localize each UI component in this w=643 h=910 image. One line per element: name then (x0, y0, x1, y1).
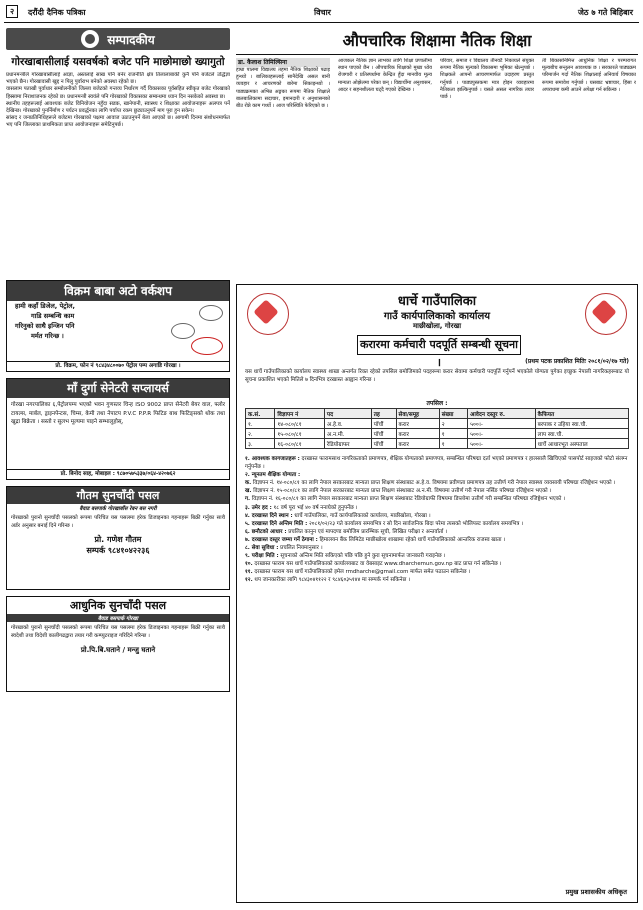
notice-signature: प्रमुख प्रशासकीय अधिकृत (565, 888, 627, 896)
article-text: हाम्रा पालमा विद्यालय तहमा नैतिक शिक्षाको पढाइ हुन्थ्यो । बालिकाहरूलाई सानैदेखि असल बानी व्यवहार र आचरणको बारेमा सिकाइन्थ्यो । पाठ्यक्रमका अभिन्न अङ्गका रूपमा नैतिक शिक्षाले बालबालिकामा सदाचार, इमानदारी र अनुशासनको बीउ रोप्ने काम गर्थ्यो । आज परिस्थिति फेरिएको छ । (236, 67, 330, 110)
editorial-title: गोरखाबासीलाई यसवर्षको बजेट पनि माछोमाछो ख्यागुतो (11, 56, 225, 68)
table-cell: ५००।- (468, 439, 536, 449)
section-name: विचार (314, 8, 331, 17)
notice-item: २. न्यूनतम शैक्षिक योग्यता : (245, 472, 301, 479)
notice-item: १. आवश्यक कागजातहरू : दरखास्त फारामसाथ नागरिकताको प्रमाणपत्र, शैक्षिक योग्यताको प्रमाणपत्र, सम्बन्धित परिषद्मा दर्ता भएको प्रमाणपत्र र हालसालै खिचिएको पासपोर्ट साइजको फोटो संलग्न गर्नुपर्नेछ । (245, 456, 628, 471)
page-header (4, 4, 639, 23)
ad-footer: प्रो. बिनोद साह, मोबाइल : ९८७०५७५३३७/०६४-४२०७६२ (7, 469, 229, 479)
column-header: क.सं. (246, 409, 275, 419)
article-column (440, 58, 534, 276)
vacancy-table (245, 408, 629, 449)
table-cell: करार (396, 419, 439, 429)
notice-item: ४. दरखास्त दिने स्थान : धार्चे गाउँपालिका, गाउँ कार्यपालिकाको कार्यालय, माछीखोला, गोरखा । (245, 512, 431, 519)
table-cell: रेडियोग्राफर (324, 439, 371, 449)
table-cell: अ.न.मी. (324, 429, 371, 439)
ad-body: गोरखाको पुरानो सुनचाँदी पसलको रूपमा परिचित यस पसलमा हरेक डिजाइनका गहनाहरू बिक्री गर्नुका साथै स्वदेशी तथा विदेशी कालीगढद्वारा तयार गरी कम्प्युटराइज गरिदिने गरिन्छ । (11, 625, 225, 639)
editorial-body (6, 72, 230, 274)
ad-footer: प्रो. विक्रम, फोन नं ९८४३४८००७० पेट्रोल पम्प अगाडि गोरखा । (7, 361, 229, 371)
article (236, 28, 638, 276)
ad-subtitle: बैवाड बसपार्क गोरखाबाँस रेबन बस नगरी (79, 506, 157, 512)
left-column (6, 28, 230, 903)
kia-logo-icon (191, 337, 223, 355)
table-cell: १६-०८०/८१ (275, 439, 325, 449)
article-author: डा. कैलाश तिमिल्सिना (236, 58, 330, 67)
ad-title: गौतम सुनचाँदी पसल (7, 487, 229, 504)
table-cell: २. (246, 429, 275, 439)
ad-vikram-workshop (6, 280, 230, 372)
ad-body: गोरखाको पुरानो सुनचाँदी पसलको रूपमा परिचित यस पसलमा हरेक डिजाइनका गहनाहरू बिक्री गर्नुका साथै अर्डर अनुसार बनाई दिने गरिन्छ । (11, 515, 225, 529)
paper-name: दरौंदी दैनिक पत्रिका (28, 8, 86, 17)
table-cell: करार (396, 439, 439, 449)
notice-item: ख. विज्ञापन नं. १५-०८०/८१ का लागि नेपाल सरकारबाट मान्यता प्राप्त शिक्षण संस्थाबाट अ.न.मी. विषयमा उत्तीर्ण गरी नेपाल नर्सिङ परिषद्मा रजिष्ट्रेशन भएको । (245, 488, 552, 495)
ad-subtitle: बैवाड बसपार्क गोरखा (7, 614, 229, 622)
ad-body: गोरखा नगरपालिका ६,पेट्रोलपम्प भएको भवन गुणस्तर चिन्ह ISO 9002 प्राप्त सेनेटरी बेयर वाल, फ्लोर टायल्स, मार्बल, ड्राइनपेन्टस, चिम्स, केमी तथा नेपाटप P.V.C P.P.R फिटिङ बाथ फिटिङ्सको थोक तथा खुद्रा बिक्रेता । सस्तो र सुलभ मूल्यमा पाइने सम्भालुहोस्, (11, 402, 225, 425)
table-cell: पाँचौं (371, 419, 396, 429)
table-row (246, 419, 629, 429)
ad-title: माँ दुर्गा सेनेटरी सप्लायर्स (7, 379, 229, 398)
editorial-paragraph: यासलाम पताखी पूर्वाधार सम्बोलनीको जिल्ला बजेटको गन्तव्य निर्धारण गर्दै विकासका पूर्वसहित स्वीकृत बजेट गोरखाको हिस्सामा निराशाजनक रहेको छ। प्रधानमन्त्री स्वयंले पनि गोरखाको विकासका सम्बन्धमा ध्यान दिन नसकेको अवस्था छ। (6, 86, 230, 100)
notice-item: ग. विज्ञापन नं. १६-०८०/८१ का लागि नेपाल सरकारबाट मान्यता प्राप्त शिक्षण संस्थाबाट रेडियोग्राफी विषयमा डिप्लोमा उत्तीर्ण गरी सम्बन्धित परिषद्मा रजिष्ट्रेशन भएको । (245, 496, 566, 503)
tata-logo-icon (171, 323, 195, 339)
ad-adhunik-jewellers (6, 596, 230, 692)
editorial-paragraph: प्रधानमन्त्रीले गोरखाबासीलाई आज्ञा, अस्तलाई साख पनि बनेर राजनीति क्षेत्र तिलालाबाकी कुनै पनि बजेटले उद्धिज्ञा भएको छैन। गोरखावासी खुद्द न पिलु पुर्वाराभ बनेको अवस्था रहेको छ। (6, 72, 230, 86)
ad-gautam-jewellers (6, 486, 230, 590)
ad-owner: प्रो. गणेश गौतम (94, 535, 142, 544)
table-header-row (246, 409, 629, 419)
ad-title: आधुनिक सुनचाँदी पसल (7, 597, 229, 614)
column-header: सेवा/समूह (396, 409, 439, 419)
table-cell: १५-०८०/८१ (275, 429, 325, 439)
table-cell: अ.हे.व. (324, 419, 371, 429)
ad-line: गरिनुको साथै इन्जिन पनि (15, 322, 75, 330)
table-cell: धार्चे आधारभूत अस्पताल (535, 439, 628, 449)
editorial-banner-label: सम्पादकीय (107, 32, 155, 47)
ad-title: विक्रम बाबा अटो वर्कशप (7, 281, 229, 301)
public-notice (236, 284, 638, 903)
ad-phone: सम्पर्क ९८४१०४२२३६ (86, 546, 150, 555)
ad-line: मर्मत गरिन्छ । (31, 332, 64, 340)
notice-intro: यस धार्चे गाउँपालिकाको कार्यालय स्वास्थ्य शाखा अन्तर्गत रिक्त रहेको तपसिल बमोजिमको पदहरूमा करार सेवामा कर्मचारी पदपूर्ति गर्नुपर्ने भएकोले योग्यता पुगेका इच्छुक नेपाली नागरिकहरूबाट यो सूचना प्रकाशित भएको मितिले ७ दिनभित्र दरखास्त आह्वान गरिन्छ । (245, 369, 629, 383)
table-cell: २ (439, 419, 467, 429)
notice-item: ११. दरखास्त फाराम यस धार्चे गाउँपालिकाको इमेल rmdharche@gmail.com मार्फत समेत पठाउन सकिनेछ । (245, 569, 471, 576)
notice-office: गाउँ कार्यपालिकाको कार्यालय (383, 311, 491, 322)
article-text: ती बिकासनिमित्त आधुनिक शिक्षा र परम्परागत मूल्यबीच सन्तुलन आवश्यक छ । सरकारले पाठ्यक्रम परिमार्जन गर्दा नैतिक शिक्षालाई अनिवार्य विषयका रूपमा समावेश गर्नुपर्छ । यसबाट भ्रष्टाचार, हिंसा र अपराधमा कमी आउने अपेक्षा गर्न सकिन्छ । (542, 58, 636, 93)
ad-owner: प्रो.पि.बि.घताने / मन्जु घताने (80, 646, 156, 654)
table-cell: करार (396, 429, 439, 439)
notice-date: (प्रथम पटक प्रकाशित मितिः २०८१/०२/१७ गते) (525, 358, 629, 365)
notice-item: ८. सेवा सुविधा : प्रचलित नियमानुसार । (245, 545, 323, 552)
table-cell: लाप स्वा.चौ. (535, 429, 628, 439)
page-number: २ (6, 5, 18, 18)
notice-item: ५. दरखास्त दिने अन्तिम मिति : २०८१/०२/२३ गते कार्यालय समयभित्र र सो दिन सार्वजनिक बिदा परेमा त्यसको भोलिपल्ट कार्यालय समयभित्र । (245, 520, 524, 527)
notice-item: ९. परीक्षा मिति : सूचनाको अन्तिम मिति सकिएको पछि पछि हुने कुरा सूचनामार्फत जानकारी गराइनेछ । (245, 553, 446, 560)
ad-line: गाडि सम्बन्धि काम (31, 312, 75, 320)
column-header: विज्ञापन नं (275, 409, 325, 419)
article-column (236, 58, 330, 276)
column-header: संख्या (439, 409, 467, 419)
editorial-banner (6, 28, 230, 50)
table-cell: पाँचौं (371, 429, 396, 439)
notice-item: क. विज्ञापन नं. १४-०८०/८१ का लागि नेपाल सरकारबाट मान्यता प्राप्त शिक्षण संस्थाबाट अ.हे.व. विषयमा प्रवीणता प्रमाणपत्र तह उत्तीर्ण गरी नेपाल स्वास्थ्य व्यवसायी परिषद्मा रजिष्ट्रेशन भएको । (245, 480, 616, 487)
ad-durga-sanitary (6, 378, 230, 480)
article-column (542, 58, 636, 276)
article-column (338, 58, 432, 276)
hyundai-logo-icon (199, 305, 223, 321)
notice-item: १०. दरखास्त फाराम यस धार्चे गाउँपालिकाको कार्यालयबाट वा वेबसाइट www.dharchemun.gov.np बाट प्राप्त गर्न सकिनेछ । (245, 561, 502, 568)
newspaper-page (4, 4, 639, 906)
notice-title: करारमा कर्मचारी पदपूर्ति सम्बन्धी सूचना । (357, 335, 521, 355)
table-cell: १. (246, 419, 275, 429)
table-row (246, 429, 629, 439)
notice-item: ६. छनौटको आधार : प्रचलित कानुन एवं मापदण्ड बमोजिम प्रारम्भिक सूची, लिखित परीक्षा र अन्तर्वार्ता । (245, 528, 448, 535)
column-header: पद (324, 409, 371, 419)
table-cell: १ (439, 429, 467, 439)
ad-line: हामी कहाँ डिजेल, पेट्रोल, (15, 302, 76, 310)
column-header: आवेदन दस्तुर रु. (468, 409, 536, 419)
table-cell: ५००।- (468, 419, 536, 429)
table-cell: १ (439, 439, 467, 449)
table-caption: तपसिल : (426, 400, 448, 407)
issue-date: जेठ ७ गते बिहिबार (577, 8, 633, 17)
article-columns (236, 58, 638, 276)
notice-item: १२. थप जानकारीका लागि ९८४३०४११२२ र ९८४६०३५१४४ मा सम्पर्क गर्न सकिनेछ । (245, 577, 411, 584)
notice-items (245, 455, 629, 585)
notice-item: ३. उमेर हद : १८ वर्ष पूरा भई ४० वर्ष ननाघेको हुनुपर्नेछ । (245, 504, 358, 511)
table-row (246, 439, 629, 449)
table-cell: ३. (246, 439, 275, 449)
column-header: तह (371, 409, 396, 419)
table-cell: १४-०८०/८१ (275, 419, 325, 429)
notice-address: माछीखोला, गोरखा (412, 322, 462, 330)
notice-org: धार्चे गाउँपालिका (397, 294, 477, 309)
globe-icon (81, 30, 99, 48)
article-text: आजकल नैतिक ज्ञान लाभका लागि शिक्षा प्रणालीमा स्थान पाएको छैन । औपचारिक शिक्षाको मुख्य ध्येय रोजगारी र प्रतिस्पर्धामा केन्द्रित हुँदा मानवीय मूल्य मान्यता ओझेलमा परेका छन् । विद्यार्थीमा अनुशासन, आदर र सहनशीलता घट्दै गएको देखिन्छ । (338, 58, 432, 93)
notice-item: ७. दरखास्त दस्तुर जम्मा गर्ने ठेगाना : हिमालयन बैंक लिमिटेड माछीखोला शाखामा रहेको धार्चे गाउँपालिकाको आन्तरिक राजस्व खाता । (245, 536, 506, 543)
table-cell: पाँचौं (371, 439, 396, 449)
article-title: औपचारिक शिक्षामा नैतिक शिक्षा (236, 28, 638, 55)
column-header: कैफियत (535, 409, 628, 419)
table-cell: बरपाक र उहिया स्वा.चौ. (535, 419, 628, 429)
editorial-paragraph: स्थानीय तहहरूलाई आवश्यक बजेट विनियोजन नहुँदा सडक, खानेपानी, स्वास्थ्य र शिक्षाका आयोजनाहरू अलपत्र पर्ने देखिन्छ। गोरखाको पुनर्निर्माण र पर्यटन प्रवर्द्धनका लागि पर्याप्त रकम छुट्याउनुपर्ने माग पूरा हुन सकेन। (6, 100, 230, 115)
table-cell: ५००।- (468, 429, 536, 439)
editorial-paragraph: सांसद र जनप्रतिनिधिहरूले बजेटमा गोरखाको पक्षमा आवाज उठाउनुपर्ने बेला आएको छ। आगामी दिनमा संशोधनमार्फत भए पनि जिल्लाका प्राथमिकता प्राप्त आयोजनाहरू समेटिनुपर्छ। (6, 115, 230, 129)
article-text: परिवार, समाज र विद्यालय तीनवटै निकायले संयुक्त रूपमा नैतिक मूल्यको विकासमा भूमिका खेल्नुपर्छ । शिक्षकले आफ्नो आचरणमार्फत उदाहरण प्रस्तुत गर्नुपर्छ । पाठ्यपुस्तकमा मात्र होइन व्यवहारमा नैतिकता झल्किनुपर्छ । यसले असल नागरिक तयार पार्छ । (440, 58, 534, 101)
